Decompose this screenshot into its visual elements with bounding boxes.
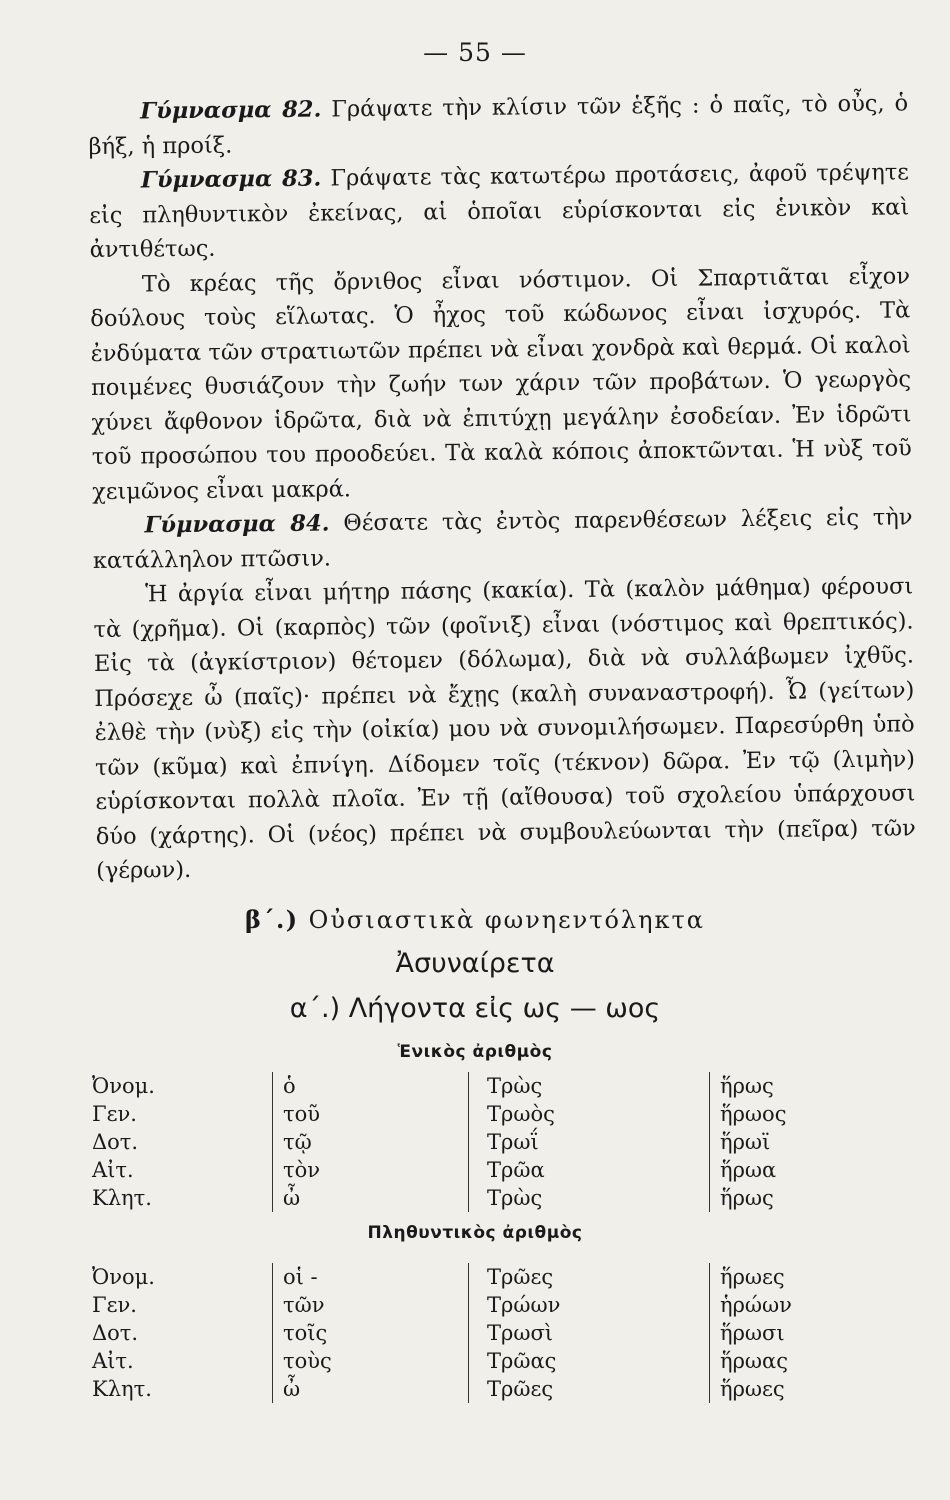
section-b-title: Οὐσιαστικὰ φωνηεντόληκτα — [308, 906, 705, 934]
troos-form: Τρῶας — [469, 1347, 710, 1375]
heros-form: ἥρωα — [710, 1156, 871, 1184]
case-label: Αἰτ. — [92, 1158, 134, 1182]
table-row — [92, 1072, 870, 1100]
table-row — [92, 1319, 870, 1347]
case-label: Γεν. — [92, 1293, 137, 1317]
article-cell: ὁ — [273, 1072, 469, 1100]
case-label: Κλητ. — [92, 1186, 152, 1210]
page-number: — 55 — — [423, 38, 527, 67]
table-row — [92, 1156, 870, 1184]
troos-form: Τρώων — [469, 1291, 710, 1319]
article-cell: οἱ - — [273, 1263, 469, 1291]
heros-form: ἥρωϊ — [710, 1128, 871, 1156]
troos-form: Τρωὸς — [469, 1100, 710, 1128]
case-label: Δοτ. — [92, 1321, 139, 1345]
article-cell: ὦ — [273, 1184, 469, 1212]
table-row — [92, 1128, 870, 1156]
section-a-heading: α΄.) Λήγοντα εἰς ως — ωος — [289, 993, 661, 1024]
plural-heading: Πληθυντικὸς ἀριθμὸς — [367, 1223, 583, 1243]
singular-declension-table — [92, 1072, 870, 1212]
troos-form: Τρῶες — [469, 1263, 710, 1291]
table-row — [92, 1375, 870, 1403]
exercise-82 — [88, 86, 909, 164]
heros-form: ἡρώων — [710, 1291, 871, 1319]
table-row — [92, 1263, 870, 1291]
table-row — [92, 1347, 870, 1375]
exercise-82-label: Γύμνασμα 82. — [140, 96, 322, 125]
table-row — [92, 1184, 870, 1212]
case-label: Γεν. — [92, 1102, 137, 1126]
troos-form: Τρῶες — [469, 1375, 710, 1403]
table-row — [92, 1100, 870, 1128]
heros-form: ἥρωος — [710, 1100, 871, 1128]
case-label: Ὀνομ. — [92, 1265, 155, 1289]
article-cell: τὸν — [273, 1156, 469, 1184]
section-b-heading — [0, 905, 950, 934]
case-label: Ὀνομ. — [92, 1074, 155, 1098]
singular-heading: Ἑνικὸς ἀριθμὸς — [397, 1042, 553, 1062]
troos-form: Τρωσὶ — [469, 1319, 710, 1347]
heros-form: ἥρωας — [710, 1347, 871, 1375]
exercise-83-instruction: Γράψατε τὰς κατωτέρω προτάσεις, ἀφοῦ τρέψητε εἰς πληθυντικὸν ἐκείνας, αἱ ὁποῖαι εὑρίσκονται εἰς ἑνικὸν καὶ ἀντιθέτως. — [89, 159, 910, 263]
troos-form: Τρωΐ — [469, 1128, 710, 1156]
article-cell: τοὺς — [273, 1347, 469, 1375]
troos-form: Τρὼς — [469, 1072, 710, 1100]
plural-declension-table — [92, 1263, 870, 1403]
case-label: Κλητ. — [92, 1377, 152, 1401]
exercise-84-label: Γύμνασμα 84. — [144, 510, 330, 539]
case-label: Δοτ. — [92, 1130, 139, 1154]
article-cell: τῷ — [273, 1128, 469, 1156]
article-cell: ὦ — [273, 1375, 469, 1403]
heros-form: ἥρωες — [710, 1263, 871, 1291]
article-cell: τοῦ — [273, 1100, 469, 1128]
troos-form: Τρὼς — [469, 1184, 710, 1212]
heros-form: ἥρως — [710, 1184, 871, 1212]
subsection-heading: Ἀσυναίρετα — [395, 948, 555, 979]
article-cell: τοῖς — [273, 1319, 469, 1347]
exercise-84-body: Ἡ ἀργία εἶναι μήτηρ πάσης (κακία). Τὰ (καλὸν μάθημα) φέρουσι τὰ (χρῆμα). Οἱ (καρπὸς) τῶν (φοῖνιξ) εἶναι (νόστιμος καὶ θρεπτικός). Εἰς τὰ (ἀγκίστριον) θέτομεν (δόλωμα), διὰ νὰ συλλάβωμεν ἰχθῦς. Πρόσεχε ὦ (παῖς)· πρέπει νὰ ἔχῃς (καλὴ συναναστροφή). Ὦ (γείτων) ἐλθὲ τὴν (νὺξ) εἰς τὴν (οἰκία) μου νὰ συνομιλήσωμεν. Παρεσύρθη ὑπὸ τῶν (κῦμα) καὶ ἐπνίγη. Δίδομεν τοῖς (τέκνον) δῶρα. Ἐν τῷ (λιμὴν) εὑρίσκονται πολλὰ πλοῖα. Ἐν τῇ (αἴθουσα) τοῦ σχολείου ὑπάρχουσι δύο (χάρτης). Οἱ (νέος) πρέπει νὰ συμβουλεύωνται τὴν (πεῖρα) τῶν (γέρων). — [93, 573, 916, 884]
heros-form: ἥρως — [710, 1072, 871, 1100]
exercise-83-body: Τὸ κρέας τῆς ὄρνιθος εἶναι νόστιμον. Οἱ Σπαρτιᾶται εἶχον δούλους τοὺς εἵλωτας. Ὁ ἦχος τοῦ κώδωνος εἶναι ἰσχυρός. Τὰ ἐνδύματα τῶν στρατιωτῶν πρέπει νὰ εἶναι χονδρὰ καὶ θερμά. Οἱ καλοὶ ποιμένες θυσιάζουν τὴν ζωήν των χάριν τῶν προβάτων. Ὁ γεωργὸς χύνει ἄφθονον ἱδρῶτα, διὰ νὰ ἐπιτύχῃ μεγάλην ἐσοδείαν. Ἐν ἱδρῶτι τοῦ προσώπου του προοδεύει. Τὰ καλὰ κόποις ἀποκτῶνται. Ἡ νὺξ τοῦ χειμῶνος εἶναι μακρά. — [90, 262, 912, 505]
troos-form: Τρῶα — [469, 1156, 710, 1184]
exercise-83-label: Γύμνασμα 83. — [140, 165, 322, 194]
article-cell: τῶν — [273, 1291, 469, 1319]
exercise-83 — [89, 155, 910, 267]
exercise-text-block — [88, 86, 916, 888]
table-row — [92, 1291, 870, 1319]
heros-form: ἥρωες — [710, 1375, 871, 1403]
case-label: Αἰτ. — [92, 1349, 134, 1373]
exercise-84 — [92, 500, 913, 578]
exercise-84-instruction: Θέσατε τὰς ἐντὸς παρενθέσεων λέξεις εἰς τὴν κατάλληλον πτῶσιν. — [92, 504, 913, 574]
heros-form: ἥρωσι — [710, 1319, 871, 1347]
exercise-82-instruction: Γράψατε τὴν κλίσιν τῶν ἑξῆς : ὁ παῖς, τὸ οὖς, ὁ βήξ, ἡ προίξ. — [88, 90, 909, 160]
section-b-mark: β΄.) — [245, 905, 299, 934]
